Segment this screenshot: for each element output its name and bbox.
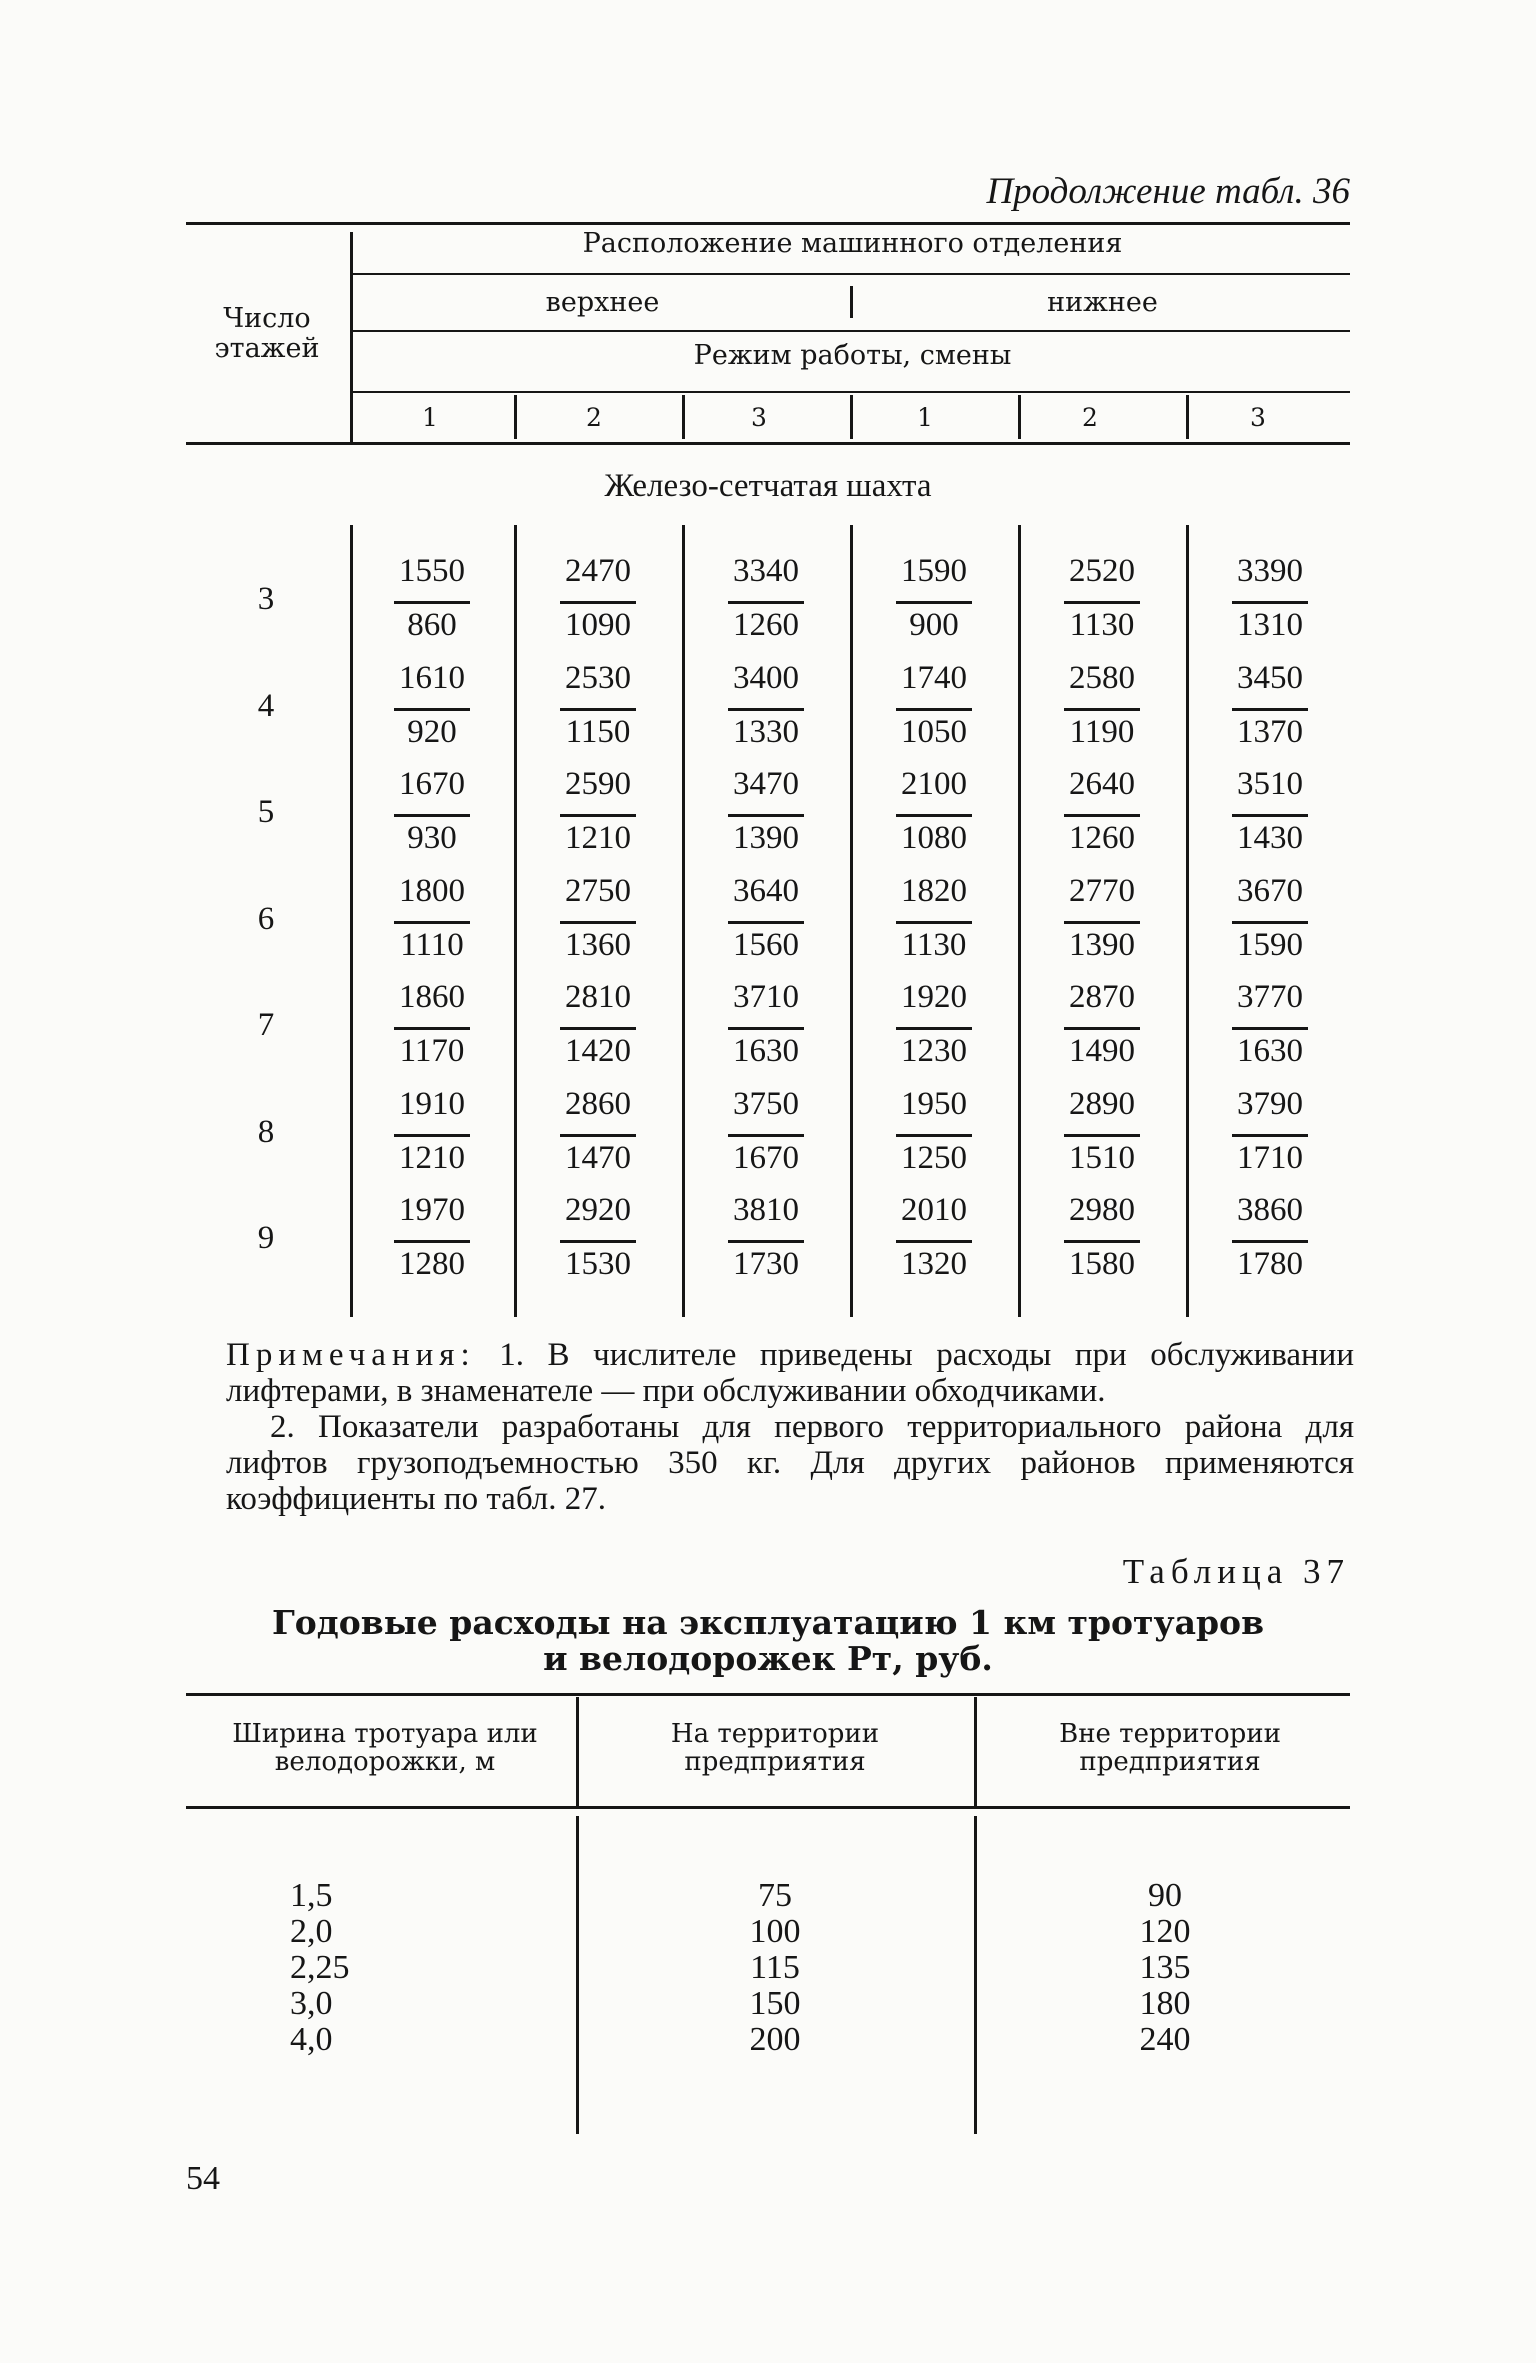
numerator-value: 2590	[565, 766, 631, 802]
fraction-bar	[1232, 921, 1308, 924]
fraction-bar	[1064, 601, 1140, 604]
table-37-title-line-1: Годовые расходы на эксплуатацию 1 км тротуаров	[271, 1603, 1264, 1642]
shift-divider	[682, 395, 685, 439]
shift-divider	[1186, 395, 1189, 439]
fraction-bar	[1064, 814, 1140, 817]
denominator-value: 920	[407, 713, 457, 750]
numerator-value: 1970	[399, 1192, 465, 1228]
numerator-value: 3790	[1237, 1085, 1303, 1122]
fraction-bar	[1064, 1027, 1140, 1030]
denominator-value: 1590	[1237, 926, 1303, 963]
numerator-value: 3640	[733, 872, 799, 909]
fraction-bar	[728, 921, 804, 924]
denominator-value: 900	[909, 607, 959, 643]
floors-cell: 5	[257, 794, 275, 830]
width-value: 3,0	[290, 1985, 333, 2022]
section-title: Железо-сетчатая шахта	[604, 468, 932, 504]
floors-cell: 8	[257, 1113, 275, 1150]
header-divider	[350, 232, 353, 442]
numerator-value: 3860	[1237, 1192, 1303, 1228]
numerator-value: 2470	[565, 553, 631, 589]
shift-divider	[850, 395, 853, 439]
denominator-value: 1580	[1069, 1246, 1135, 1282]
mode-header: Режим работы, смены	[693, 340, 1012, 371]
fraction-bar	[896, 708, 972, 711]
shift-divider	[514, 395, 517, 439]
numerator-value: 2750	[565, 872, 631, 909]
fraction-bar	[394, 1027, 470, 1030]
t37-header-rule	[186, 1806, 1350, 1809]
fraction-bar	[560, 708, 636, 711]
numerator-value: 1610	[399, 659, 465, 696]
numerator-value: 1950	[901, 1085, 967, 1122]
fraction-bar	[896, 814, 972, 817]
denominator-value: 1210	[565, 820, 631, 856]
denominator-value: 1090	[565, 607, 631, 643]
note-1: 1. В числителе приведены расходы при обслуживании лифтерами, в знаменателе — при обслуживании обходчиками.	[226, 1337, 1355, 1409]
fraction-bar	[560, 1027, 636, 1030]
fraction-bar	[394, 814, 470, 817]
outside-value: 90	[1148, 1877, 1182, 1914]
body-divider	[682, 525, 685, 1317]
t37-header-width: Ширина тротуара или велодорожки, м	[232, 1719, 538, 1777]
denominator-value: 1280	[399, 1246, 465, 1282]
location-header: Расположение машинного отделения	[582, 228, 1123, 259]
fraction-bar	[1232, 814, 1308, 817]
numerator-value: 3710	[733, 979, 799, 1015]
denominator-value: 1420	[565, 1033, 631, 1069]
fraction-bar	[728, 814, 804, 817]
body-divider	[1186, 525, 1189, 1317]
numerator-value: 3810	[733, 1192, 799, 1228]
fraction-bar	[896, 1134, 972, 1137]
numerator-value: 2980	[1069, 1192, 1135, 1228]
denominator-value: 1320	[901, 1246, 967, 1282]
t37-header-inside: На территории предприятия	[670, 1719, 880, 1777]
denominator-value: 1260	[733, 607, 799, 643]
denominator-value: 1260	[1069, 820, 1135, 856]
upper-lower-divider	[850, 286, 853, 318]
body-divider	[850, 525, 853, 1317]
shift-3-lower: 3	[1250, 403, 1266, 432]
numerator-value: 2580	[1069, 659, 1135, 696]
fraction-bar	[896, 601, 972, 604]
denominator-value: 1390	[1069, 926, 1135, 963]
fraction-bar	[1232, 1240, 1308, 1243]
numerator-value: 2010	[901, 1192, 967, 1228]
denominator-value: 1780	[1237, 1246, 1303, 1282]
denominator-value: 860	[407, 607, 457, 643]
denominator-value: 1310	[1237, 607, 1303, 643]
denominator-value: 1560	[733, 926, 799, 963]
numerator-value: 2770	[1069, 872, 1135, 909]
denominator-value: 1370	[1237, 713, 1303, 750]
fraction-bar	[1232, 601, 1308, 604]
numerator-value: 2860	[565, 1085, 631, 1122]
denominator-value: 1710	[1237, 1139, 1303, 1176]
note-2: 2. Показатели разработаны для первого территориального района для лифтов грузоподъемностью 350 кг. Для других районов применяются коэффициенты по табл. 27.	[226, 1409, 1354, 1517]
numerator-value: 1800	[399, 872, 465, 909]
fraction-bar	[560, 601, 636, 604]
denominator-value: 1730	[733, 1246, 799, 1282]
fraction-bar	[1232, 1027, 1308, 1030]
table-top-rule	[186, 222, 1350, 225]
fraction-bar	[728, 708, 804, 711]
numerator-value: 2530	[565, 659, 631, 696]
floors-header: Число этажей	[214, 303, 320, 364]
fraction-bar	[394, 708, 470, 711]
fraction-bar	[1064, 1134, 1140, 1137]
fraction-bar	[1064, 708, 1140, 711]
numerator-value: 1820	[901, 872, 967, 909]
body-divider	[350, 525, 353, 1317]
header-rule-2	[352, 330, 1350, 332]
denominator-value: 1150	[565, 713, 631, 750]
denominator-value: 1470	[565, 1139, 631, 1176]
numerator-value: 3340	[733, 553, 799, 589]
denominator-value: 1360	[565, 926, 631, 963]
numerator-value: 3770	[1237, 979, 1303, 1015]
floors-cell: 7	[257, 1007, 275, 1043]
floors-cell: 6	[257, 900, 275, 937]
denominator-value: 1230	[901, 1033, 967, 1069]
numerator-value: 1550	[399, 553, 465, 589]
inside-value: 75	[758, 1877, 792, 1914]
denominator-value: 1210	[399, 1139, 465, 1176]
denominator-value: 1630	[1237, 1033, 1303, 1069]
floors-cell: 9	[257, 1220, 275, 1256]
denominator-value: 1250	[901, 1139, 967, 1176]
numerator-value: 2640	[1069, 766, 1135, 802]
header-rule-3	[352, 391, 1350, 393]
outside-value: 135	[1139, 1949, 1191, 1986]
denominator-value: 1430	[1237, 820, 1303, 856]
denominator-value: 1530	[565, 1246, 631, 1282]
numerator-value: 3400	[733, 659, 799, 696]
numerator-value: 2810	[565, 979, 631, 1015]
table-37-title	[0, 1605, 1536, 1677]
denominator-value: 1670	[733, 1139, 799, 1176]
inside-value: 150	[749, 1985, 801, 2022]
t37-body-divider	[974, 1816, 977, 2134]
numerator-value: 1920	[901, 979, 967, 1015]
header-rule-1	[352, 273, 1350, 275]
numerator-value: 3470	[733, 766, 799, 802]
denominator-value: 1490	[1069, 1033, 1135, 1069]
outside-value: 180	[1139, 1985, 1191, 2022]
upper-header: верхнее	[545, 287, 660, 318]
denominator-value: 1190	[1069, 713, 1135, 750]
shift-1-upper: 1	[422, 403, 438, 432]
page-number: 54	[186, 2160, 220, 2197]
denominator-value: 1510	[1069, 1139, 1135, 1176]
shift-3-upper: 3	[751, 403, 767, 432]
denominator-value: 1130	[1069, 607, 1135, 643]
outside-value: 240	[1139, 2021, 1191, 2058]
numerator-value: 2890	[1069, 1085, 1135, 1122]
fraction-bar	[1064, 921, 1140, 924]
t37-header-divider	[576, 1697, 579, 1807]
fraction-bar	[728, 601, 804, 604]
notes-label: Примечания:	[226, 1337, 476, 1373]
shift-2-upper: 2	[586, 403, 602, 432]
denominator-value: 930	[407, 820, 457, 856]
lower-header: нижнее	[1047, 287, 1158, 318]
numerator-value: 3510	[1237, 766, 1303, 802]
inside-value: 115	[750, 1949, 800, 1986]
numerator-value: 1910	[399, 1085, 465, 1122]
fraction-bar	[394, 601, 470, 604]
denominator-value: 1170	[399, 1033, 465, 1069]
fraction-bar	[896, 921, 972, 924]
denominator-value: 1130	[901, 926, 967, 963]
floors-cell: 3	[257, 581, 275, 617]
numerator-value: 1590	[901, 553, 967, 589]
numerator-value: 2920	[565, 1192, 631, 1228]
fraction-bar	[1064, 1240, 1140, 1243]
fraction-bar	[728, 1027, 804, 1030]
width-value: 2,0	[290, 1913, 333, 1950]
continuation-caption: Продолжение табл. 36	[986, 171, 1350, 212]
table-37-label: Таблица 37	[1122, 1552, 1350, 1591]
numerator-value: 2520	[1069, 553, 1135, 589]
width-value: 1,5	[290, 1877, 333, 1914]
shift-2-lower: 2	[1082, 403, 1098, 432]
header-bottom-rule	[186, 442, 1350, 445]
table-37-title-line-2: и велодорожек Pт, руб.	[543, 1639, 993, 1678]
t37-top-rule	[186, 1693, 1350, 1696]
fraction-bar	[1232, 1134, 1308, 1137]
numerator-value: 1740	[901, 659, 967, 696]
fraction-bar	[394, 921, 470, 924]
numerator-value: 3670	[1237, 872, 1303, 909]
fraction-bar	[560, 814, 636, 817]
numerator-value: 3450	[1237, 659, 1303, 696]
fraction-bar	[560, 1134, 636, 1137]
numerator-value: 2100	[901, 766, 967, 802]
width-value: 2,25	[290, 1949, 350, 1986]
fraction-bar	[896, 1027, 972, 1030]
fraction-bar	[560, 921, 636, 924]
denominator-value: 1330	[733, 713, 799, 750]
inside-value: 200	[749, 2021, 801, 2058]
t37-body-divider	[576, 1816, 579, 2134]
fraction-bar	[728, 1134, 804, 1137]
shift-divider	[1018, 395, 1021, 439]
t37-header-outside: Вне территории предприятия	[1059, 1719, 1281, 1777]
notes	[226, 1337, 1354, 1517]
numerator-value: 1670	[399, 766, 465, 802]
denominator-value: 1390	[733, 820, 799, 856]
fraction-bar	[728, 1240, 804, 1243]
width-value: 4,0	[290, 2021, 333, 2058]
body-divider	[1018, 525, 1021, 1317]
body-divider	[514, 525, 517, 1317]
fraction-bar	[1232, 708, 1308, 711]
fraction-bar	[560, 1240, 636, 1243]
denominator-value: 1110	[400, 926, 464, 963]
denominator-value: 1050	[901, 713, 967, 750]
t37-header-divider	[974, 1697, 977, 1807]
denominator-value: 1630	[733, 1033, 799, 1069]
numerator-value: 3750	[733, 1085, 799, 1122]
numerator-value: 3390	[1237, 553, 1303, 589]
outside-value: 120	[1139, 1913, 1191, 1950]
numerator-value: 2870	[1069, 979, 1135, 1015]
fraction-bar	[896, 1240, 972, 1243]
numerator-value: 1860	[399, 979, 465, 1015]
shift-1-lower: 1	[917, 403, 933, 432]
fraction-bar	[394, 1240, 470, 1243]
inside-value: 100	[749, 1913, 801, 1950]
fraction-bar	[394, 1134, 470, 1137]
denominator-value: 1080	[901, 820, 967, 856]
floors-cell: 4	[257, 687, 275, 724]
